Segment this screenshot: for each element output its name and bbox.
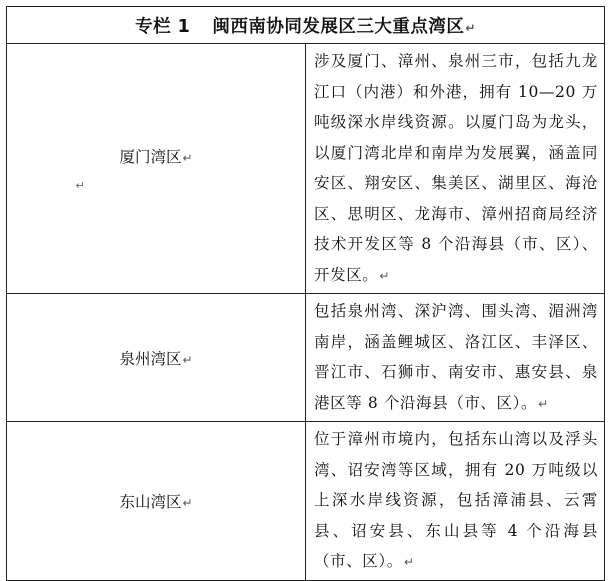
row-label: 东山湾区 bbox=[119, 492, 182, 511]
return-mark-icon: ↵ bbox=[538, 396, 549, 411]
row-label: 厦门湾区 bbox=[119, 147, 182, 166]
return-mark-icon: ↵ bbox=[75, 178, 85, 192]
row-description-cell bbox=[306, 422, 605, 581]
row-description: 位于漳州市境内，包括东山湾以及浮头湾、诏安湾等区域，拥有 20 万吨级以上深水岸线资源，包括漳浦县、云霄县、诏安县、东山县等 4 个沿海县（市、区）。 bbox=[314, 430, 598, 570]
title-prefix: 专栏 1 bbox=[135, 16, 191, 37]
row-description: 包括泉州湾、深沪湾、围头湾、湄洲湾南岸，涵盖鲤城区、洛江区、丰泽区、晋江市、石狮市、南安市、惠安县、泉港区等 8 个沿海县（市、区）。 bbox=[314, 302, 598, 412]
return-mark-icon: ↵ bbox=[182, 150, 193, 165]
table-row bbox=[7, 44, 605, 294]
return-mark-icon: ↵ bbox=[182, 495, 193, 510]
return-mark-icon: ↵ bbox=[403, 555, 415, 569]
row-description-cell bbox=[306, 44, 605, 294]
table-row bbox=[7, 294, 605, 422]
row-label-cell bbox=[7, 44, 306, 294]
return-mark-icon: ↵ bbox=[182, 352, 193, 367]
table-title bbox=[7, 7, 605, 44]
bay-area-table bbox=[6, 6, 605, 581]
title-main: 闽西南协同发展区三大重点湾区 bbox=[212, 16, 465, 37]
row-label: 泉州湾区 bbox=[119, 349, 182, 368]
table-row bbox=[7, 422, 605, 581]
return-mark-icon: ↵ bbox=[379, 268, 391, 283]
row-label-cell bbox=[7, 422, 306, 581]
row-description: 涉及厦门、漳州、泉州三市，包括九龙江口（内港）和外港，拥有 10—20 万吨级深水岸线资源。以厦门岛为龙头，以厦门湾北岸和南岸为发展翼，涵盖同安区、翔安区、集美区、湖里区、海沧区、思明区、龙海市、漳州招商局经济技术开发区等 8 个沿海县（市、区）、开发区。 bbox=[314, 52, 598, 284]
row-description-cell bbox=[306, 294, 605, 422]
table-title-row bbox=[7, 7, 605, 44]
feature-box bbox=[6, 6, 605, 581]
row-label-cell bbox=[7, 294, 306, 422]
return-mark-icon: ↵ bbox=[465, 20, 476, 35]
